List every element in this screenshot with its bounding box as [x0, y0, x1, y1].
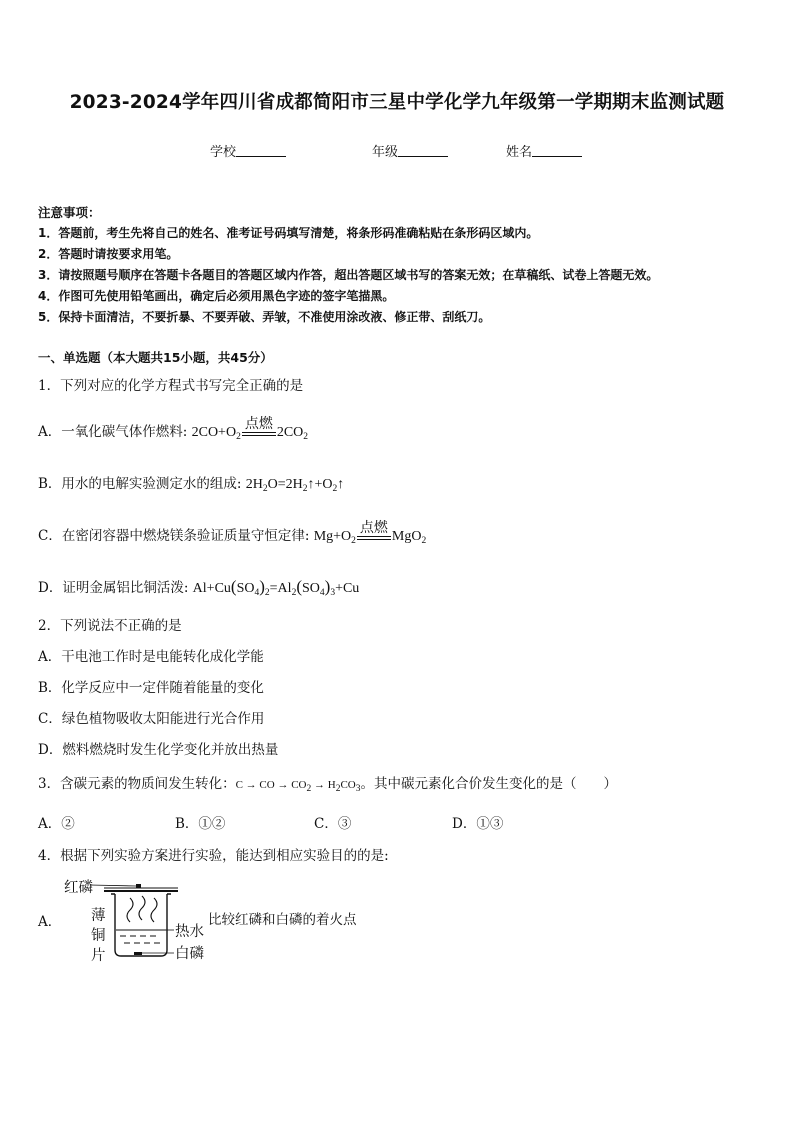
question-1-option-c[interactable]	[38, 520, 427, 546]
question-3-option-b[interactable]: B．①②	[175, 816, 226, 832]
copper-plate-label-2: 铜	[91, 928, 106, 944]
page-title: 2023-2024学年四川省成都简阳市三星中学化学九年级第一学期期末监测试题	[69, 92, 725, 113]
white-phosphorus-label: 白磷	[175, 946, 204, 962]
school-label: 学校	[210, 145, 237, 160]
question-1-stem: 1．下列对应的化学方程式书写完全正确的是	[38, 378, 304, 394]
condition-mark: 点燃	[242, 432, 276, 442]
question-1-option-b[interactable]	[38, 472, 344, 494]
question-2-option-b[interactable]: B．化学反应中一定伴随着能量的变化	[38, 680, 264, 696]
notes-heading: 注意事项：	[38, 205, 101, 220]
copper-plate-label-1: 薄	[91, 908, 106, 924]
school-blank[interactable]	[236, 144, 286, 157]
question-1-option-d[interactable]	[38, 576, 359, 598]
note-item: 4．作图可先使用铅笔画出，确定后必须用黑色字迹的签字笔描黑。	[38, 289, 395, 303]
question-2-option-a[interactable]: A．干电池工作时是电能转化成化学能	[38, 649, 264, 665]
q1-a-equation: $2CO+O_2$ 点燃 $2CO_2$	[191, 416, 309, 442]
q1-b-text: B．用水的电解实验测定水的组成:	[38, 476, 242, 492]
condition-mark: 点燃	[357, 536, 391, 546]
q1-a-text: A．一氧化碳气体作燃料:	[38, 424, 188, 440]
q1-c-text: C．在密闭容器中燃烧镁条验证质量守恒定律:	[38, 528, 310, 544]
school-field[interactable]	[210, 141, 286, 160]
copper-plate-label-3: 片	[91, 948, 106, 964]
name-label: 姓名	[506, 145, 533, 160]
name-field[interactable]	[506, 141, 582, 160]
hot-water-label: 热水	[175, 924, 204, 940]
grade-label: 年级	[372, 145, 399, 160]
question-4-stem: 4．根据下列实验方案进行实验，能达到相应实验目的的是:	[38, 848, 389, 864]
q1-d-equation: $Al+Cu(SO_4)_2=Al_2(SO_4)_3+Cu$	[192, 577, 360, 598]
note-item: 5．保持卡面清洁，不要折暴、不要弄破、弄皱，不准使用涂改液、修正带、刮纸刀。	[38, 310, 491, 324]
name-blank[interactable]	[532, 144, 582, 157]
option-a-purpose: 比较红磷和白磷的着火点	[208, 912, 357, 928]
grade-blank[interactable]	[398, 144, 448, 157]
question-3-option-c[interactable]: C．③	[314, 816, 352, 832]
carbon-conversion-chain: C → CO → $CO_2 \to H_2CO_3$	[235, 779, 361, 794]
red-phosphorus-mark	[136, 884, 141, 888]
question-3-stem: 3．含碳元素的物质间发生转化：C → CO → $CO_2 \to H_2CO_3$。其中碳元素化合价发生变化的是（ ）	[38, 776, 617, 794]
note-item: 1．答题前，考生先将自己的姓名、准考证号码填写清楚，将条形码准确粘贴在条形码区域内。	[38, 226, 539, 240]
red-phosphorus-label: 红磷	[64, 880, 93, 896]
question-1-option-a[interactable]	[38, 416, 309, 442]
q1-c-equation: $Mg+O_2$ 点燃 MgO$_2$	[313, 520, 427, 546]
question-3-option-a[interactable]: A．②	[38, 816, 75, 832]
note-item: 3．请按照题号顺序在答题卡各题目的答题区域内作答，超出答题区域书写的答案无效；在草稿纸、试卷上答题无效。	[38, 268, 659, 282]
question-2-stem: 2．下列说法不正确的是	[38, 618, 182, 634]
note-item: 2．答题时请按要求用笔。	[38, 247, 179, 261]
question-3-option-d[interactable]: D．①③	[452, 816, 504, 832]
question-4-option-a-label[interactable]: A．	[38, 914, 62, 930]
q1-b-equation: $2H_2O=2H_2↑+O_2↑$	[245, 477, 345, 494]
section-heading: 一、单选题（本大题共15小题，共45分）	[38, 350, 273, 365]
grade-field[interactable]	[372, 141, 448, 160]
question-2-option-d[interactable]: D．燃料燃烧时发生化学变化并放出热量	[38, 742, 279, 758]
white-phosphorus-mark	[134, 952, 142, 955]
phosphorus-experiment-figure	[60, 872, 380, 967]
q1-d-text: D．证明金属铝比铜活泼:	[38, 580, 189, 596]
question-2-option-c[interactable]: C．绿色植物吸收太阳能进行光合作用	[38, 711, 265, 727]
